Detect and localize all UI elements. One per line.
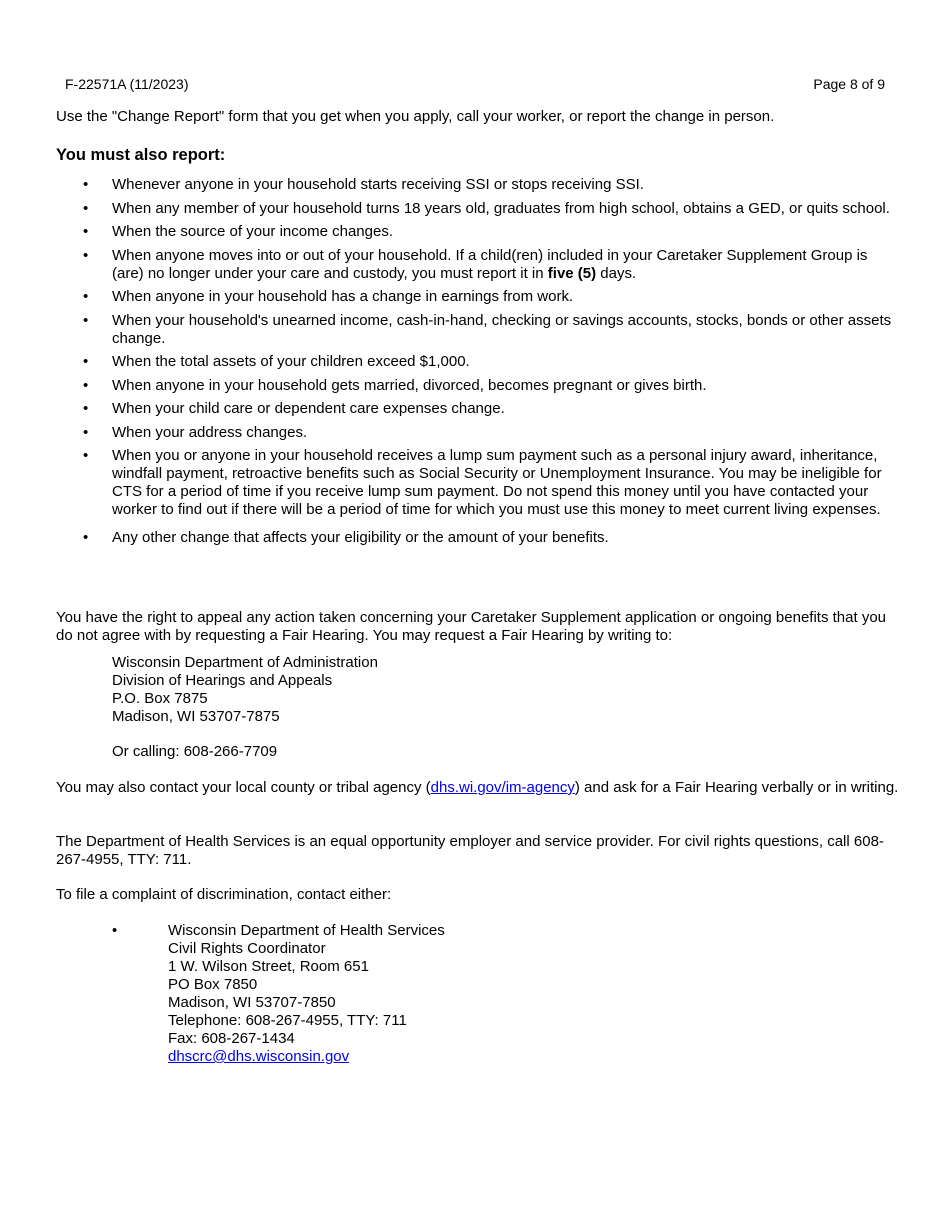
address-line: Division of Hearings and Appeals	[112, 672, 333, 689]
complaint-intro: To file a complaint of discrimination, contact either:	[56, 886, 392, 903]
list-item-text: When anyone moves into or out of your household. If a child(ren) included in your Caretaker Supplement Group is (are) no longer under your care and custody, you must report it in five (5) days.	[112, 246, 868, 282]
list-item-text: When your child care or dependent care expenses change.	[112, 400, 505, 417]
address-line: Wisconsin Department of Administration	[112, 654, 378, 671]
bullet-icon: •	[83, 353, 89, 370]
report-bullet-list	[56, 176, 901, 553]
address-line: P.O. Box 7875	[112, 690, 208, 707]
address-line: Madison, WI 53707-7875	[112, 708, 280, 725]
bullet-icon: •	[83, 400, 89, 417]
list-item	[56, 200, 901, 218]
address-line: Civil Rights Coordinator	[168, 940, 326, 957]
list-item	[56, 424, 901, 442]
appeal-address	[112, 654, 378, 726]
report-heading: You must also report:	[56, 146, 226, 164]
list-item-text: When any member of your household turns 18 years old, graduates from high school, obtains a GED, or quits school.	[112, 199, 890, 217]
list-item-text: Whenever anyone in your household starts receiving SSI or stops receiving SSI.	[112, 176, 644, 193]
intro-paragraph: Use the "Change Report" form that you get when you apply, call your worker, or report the change in person.	[56, 108, 775, 125]
bullet-icon: •	[112, 922, 118, 939]
list-item	[56, 353, 901, 371]
list-item	[56, 447, 901, 519]
list-item	[56, 223, 901, 241]
bullet-icon: •	[83, 376, 89, 394]
bullet-icon: •	[83, 447, 89, 464]
list-item-text: When anyone in your household gets married, divorced, becomes pregnant or gives birth.	[112, 376, 707, 394]
list-item	[56, 176, 901, 194]
list-item-text: When your address changes.	[112, 423, 308, 441]
list-item-text: When your household's unearned income, cash-in-hand, checking or savings accounts, stocks, bonds or other assets change.	[112, 311, 892, 347]
bullet-icon: •	[83, 529, 89, 546]
fax-line: Fax: 608-267-1434	[168, 1030, 295, 1047]
civil-rights-contact	[168, 922, 445, 1066]
bullet-icon: •	[83, 423, 89, 441]
form-number: F-22571A (11/2023)	[65, 76, 189, 92]
bullet-icon: •	[83, 199, 89, 217]
list-item-text: Any other change that affects your eligibility or the amount of your benefits.	[112, 529, 609, 546]
address-line: Wisconsin Department of Health Services	[168, 922, 445, 939]
list-item	[56, 529, 901, 547]
list-item-text: When the total assets of your children exceed $1,000.	[112, 353, 470, 370]
list-item	[56, 400, 901, 418]
page-number: Page 8 of 9	[813, 76, 885, 92]
bullet-icon: •	[83, 176, 89, 193]
list-item	[56, 312, 901, 348]
address-line: 1 W. Wilson Street, Room 651	[168, 958, 369, 975]
bullet-icon: •	[83, 288, 89, 305]
equal-opportunity-paragraph: The Department of Health Services is an equal opportunity employer and service provider. For civil rights questions, call 608-267-4955, TTY: 711.	[56, 833, 884, 868]
agency-link[interactable]: dhs.wi.gov/im-agency	[430, 779, 575, 796]
address-line: Madison, WI 53707-7850	[168, 994, 336, 1011]
list-item-text: When anyone in your household has a change in earnings from work.	[112, 288, 574, 305]
email-link[interactable]: dhscrc@dhs.wisconsin.gov	[168, 1048, 350, 1065]
contact-agency-paragraph: You may also contact your local county or tribal agency (dhs.wi.gov/im-agency) and ask for a Fair Hearing verbally or in writing.	[56, 779, 899, 796]
address-line: PO Box 7850	[168, 976, 258, 993]
bullet-icon: •	[83, 246, 89, 264]
list-item	[56, 247, 901, 283]
list-item-text: When you or anyone in your household receives a lump sum payment such as a personal injury award, inheritance, windfall payment, retroactive benefits such as Social Security or Unemployment Insurance. You may be ineligible for CTS for a period of time if you receive lump sum payment. Do not spend this money until you have contacted your worker to find out if there will be a period of time for which you must use this money to meet current living expenses.	[112, 447, 882, 518]
bullet-icon: •	[83, 311, 89, 329]
list-item	[56, 377, 901, 395]
phone-line: Telephone: 608-267-4955, TTY: 711	[168, 1012, 407, 1029]
five-days-emphasis: five (5)	[547, 264, 597, 282]
appeal-paragraph: You have the right to appeal any action taken concerning your Caretaker Supplement application or ongoing benefits that you do not agree with by requesting a Fair Hearing. You may request a Fair Hearing by writing to:	[56, 609, 887, 644]
list-item-text: When the source of your income changes.	[112, 223, 393, 240]
bullet-icon: •	[83, 223, 89, 240]
appeal-phone: Or calling: 608-266-7709	[112, 743, 278, 760]
list-item	[56, 288, 901, 306]
